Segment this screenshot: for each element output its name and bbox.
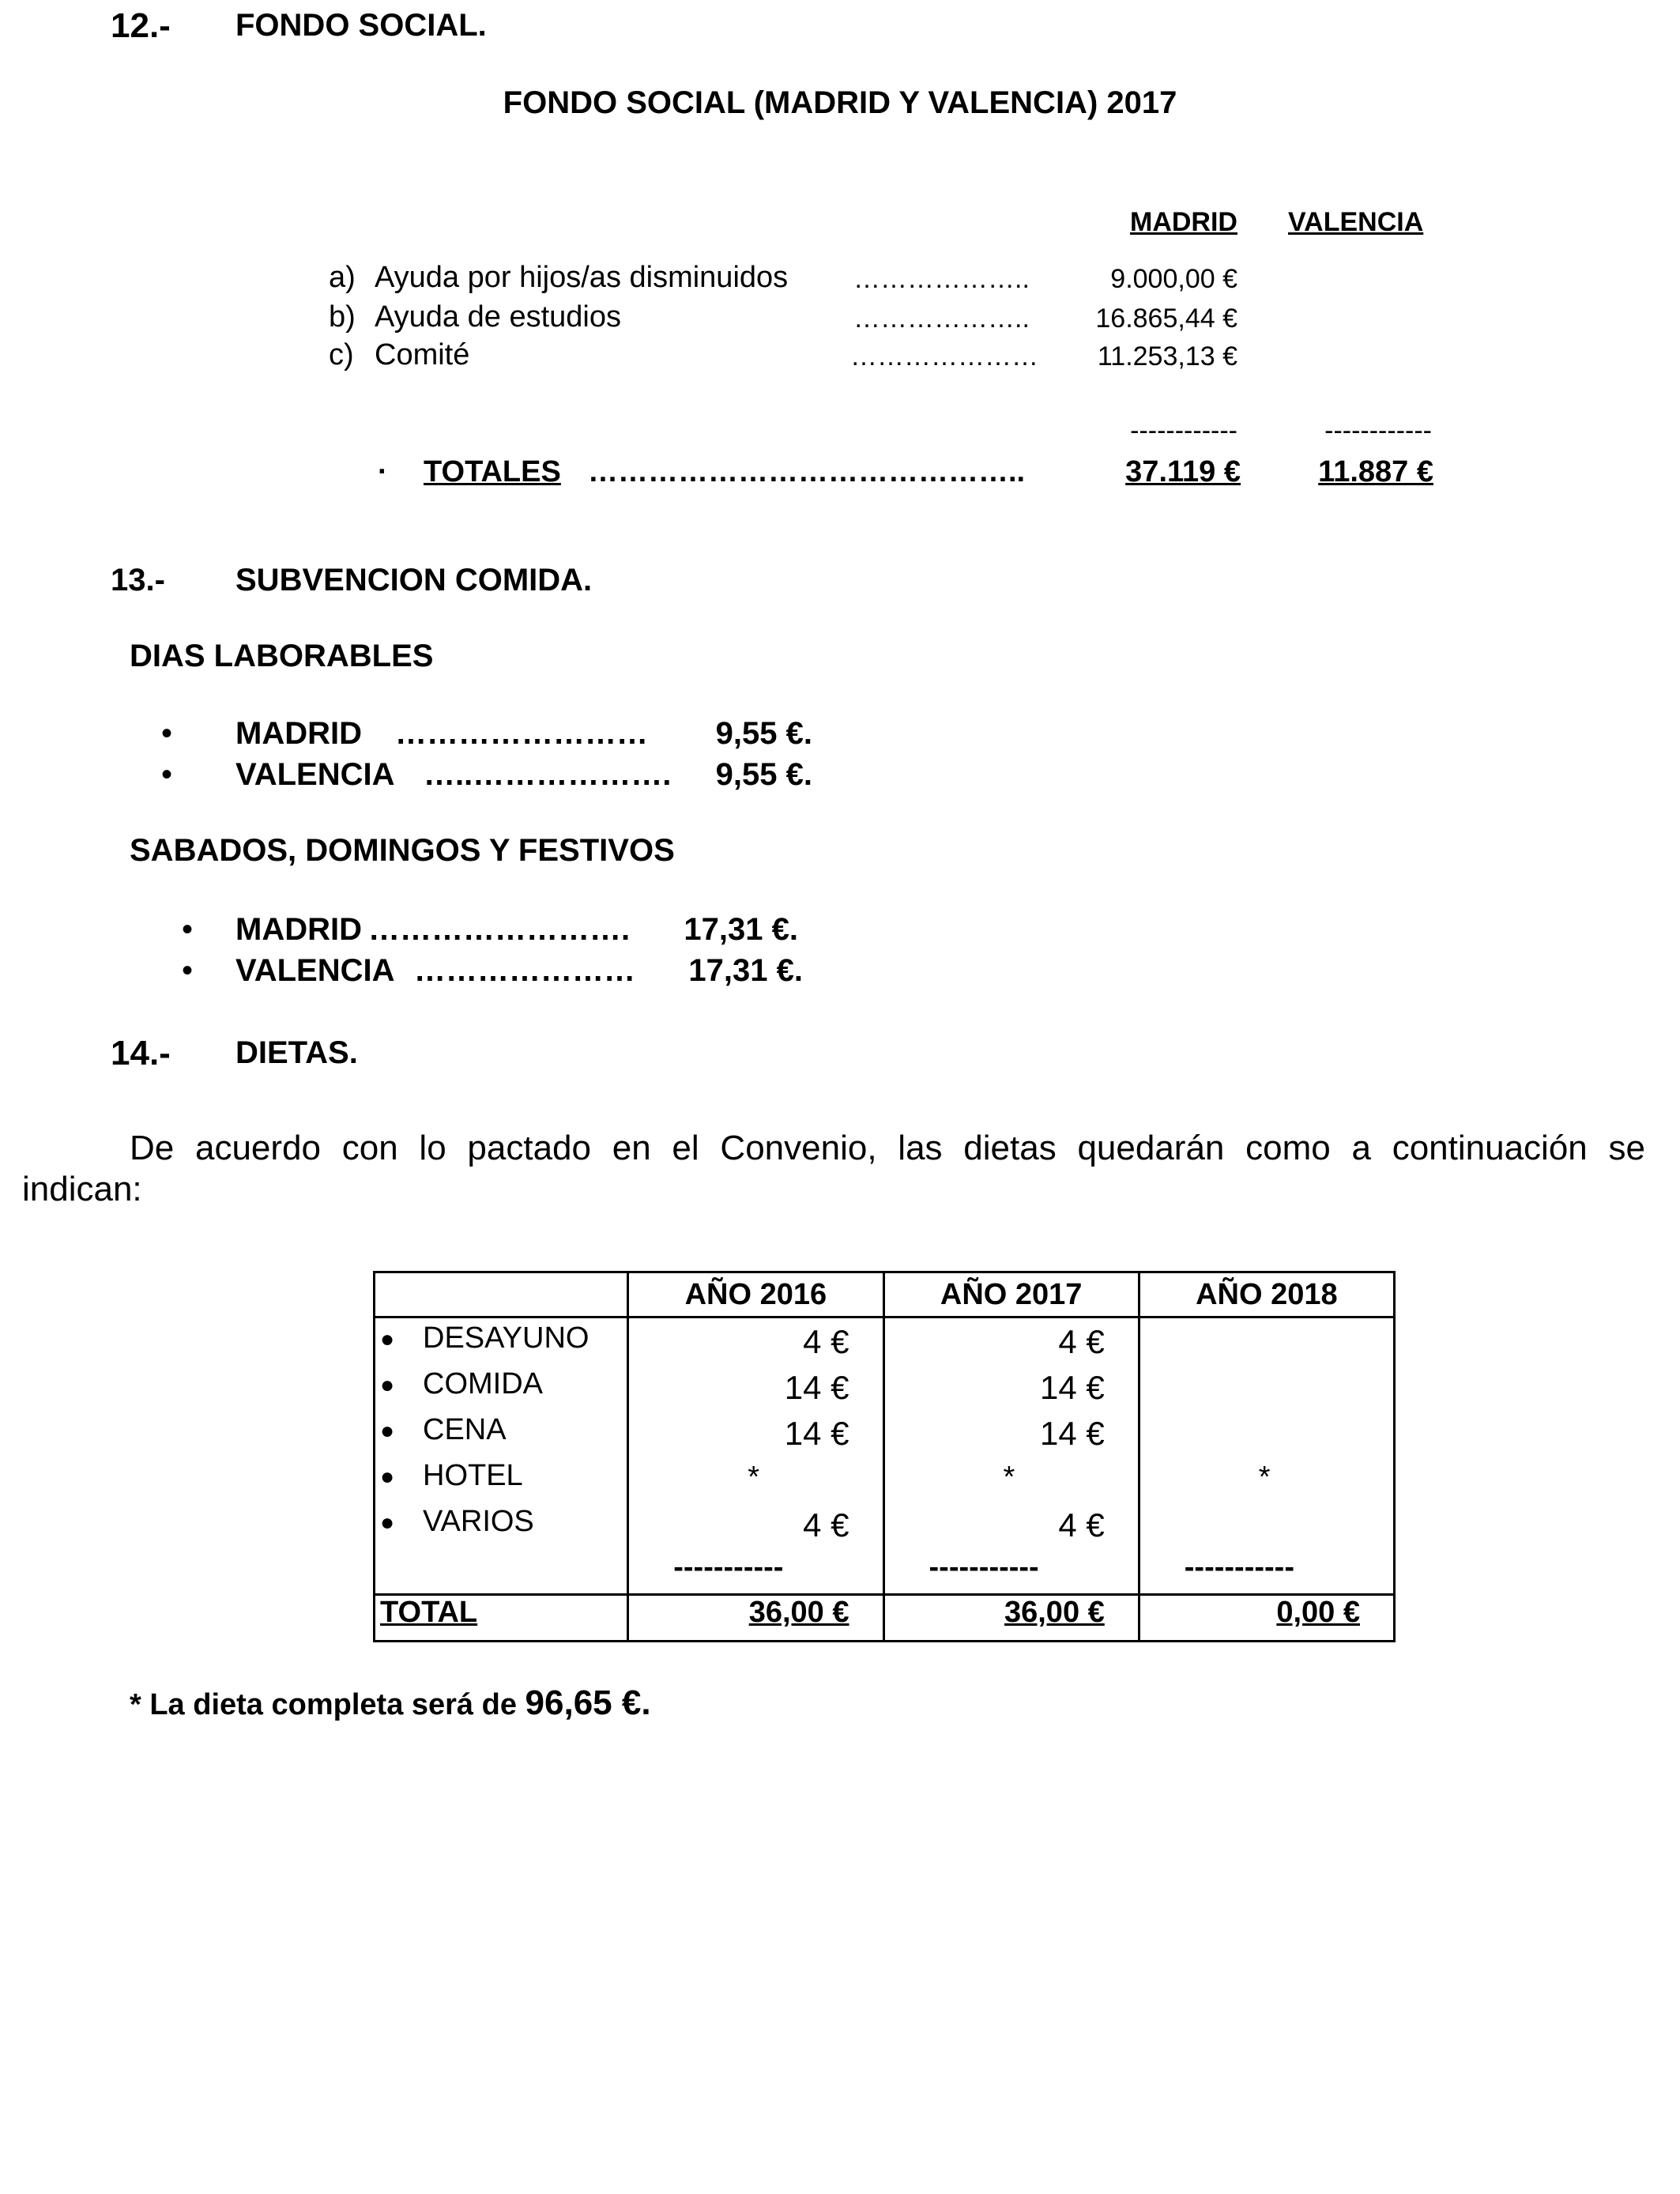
item-label: Ayuda por hijos/as disminuidos <box>375 261 789 294</box>
concept-label: VARIOS <box>423 1505 534 1538</box>
section-13-title: SUBVENCION COMIDA. <box>235 563 593 598</box>
workdays-title: DIAS LABORABLES <box>130 639 434 673</box>
item-amount-madrid: 16.865,44 € <box>1095 303 1237 334</box>
dieta-note <box>130 1683 651 1723</box>
table-header-cell: AÑO 2016 <box>628 1272 883 1318</box>
bullet-icon: ● <box>380 1372 395 1398</box>
item-letter: b) <box>329 300 356 334</box>
separator: ----------- <box>929 1551 1039 1584</box>
table-header-cell: AÑO 2017 <box>883 1272 1139 1318</box>
concept-label: COMIDA <box>423 1367 543 1400</box>
table-total-row <box>375 1595 1395 1642</box>
section-12-number: 12.- <box>111 6 171 45</box>
city-amount: 9,55 €. <box>715 757 812 792</box>
bullet-icon: ● <box>380 1510 395 1536</box>
separator-valencia: ------------ <box>1324 416 1432 446</box>
concept-label: HOTEL <box>423 1459 523 1492</box>
value-cell: 14 € <box>1040 1415 1105 1452</box>
concept-label: CENA <box>423 1413 507 1446</box>
value-cell: 14 € <box>1040 1369 1105 1406</box>
section-13-number: 13.- <box>111 563 165 598</box>
section-14-number: 14.- <box>111 1034 171 1072</box>
bullet-icon: • <box>182 953 194 988</box>
city-amount: 17,31 €. <box>684 912 798 947</box>
separator-madrid: ------------ <box>1130 416 1237 446</box>
item-dots: ……………….. <box>853 303 1030 334</box>
total-label: TOTAL <box>380 1596 478 1629</box>
dieta-note-text: * La dieta completa será de <box>130 1688 525 1721</box>
holidays-title: SABADOS, DOMINGOS Y FESTIVOS <box>130 833 675 868</box>
value-cell: 14 € <box>784 1415 849 1452</box>
value-cell: 4 € <box>803 1323 849 1360</box>
bullet-icon: • <box>161 757 173 792</box>
bullet-icon: ● <box>380 1418 395 1444</box>
bullet-icon: ● <box>380 1326 395 1352</box>
city-label: MADRID <box>235 716 362 751</box>
value-cell: * <box>1258 1461 1271 1494</box>
city-label: MADRID <box>235 912 362 947</box>
year-2017-column <box>885 1318 1138 1593</box>
concept-label: DESAYUNO <box>423 1321 590 1355</box>
city-label: VALENCIA <box>235 953 395 988</box>
year-2016-column <box>629 1318 882 1593</box>
value-cell: 4 € <box>1058 1323 1105 1360</box>
item-label: Ayuda de estudios <box>375 300 621 334</box>
item-letter: c) <box>329 338 354 371</box>
total-valencia: 11.887 € <box>1318 455 1433 488</box>
dietas-table <box>373 1271 1396 1642</box>
city-label: VALENCIA <box>235 757 395 792</box>
total-2018: 0,00 € <box>1276 1596 1360 1629</box>
city-dots: ………………… <box>414 953 635 988</box>
fondo-social-subtitle: FONDO SOCIAL (MADRID Y VALENCIA) 2017 <box>503 85 1177 120</box>
table-body-row <box>375 1318 1395 1595</box>
item-amount-madrid: 11.253,13 € <box>1097 341 1237 371</box>
total-2016: 36,00 € <box>748 1596 849 1629</box>
total-2017: 36,00 € <box>1004 1596 1105 1629</box>
dietas-paragraph-line-2: indican: <box>22 1170 142 1208</box>
table-header-row <box>375 1272 1395 1318</box>
value-cell: 14 € <box>784 1369 849 1406</box>
dieta-note-amount: 96,65 €. <box>525 1683 651 1722</box>
totals-dots: …………………………………….. <box>588 455 1026 488</box>
city-amount: 9,55 €. <box>715 716 812 751</box>
city-amount: 17,31 €. <box>688 953 803 988</box>
city-dots: …..………………. <box>424 757 672 792</box>
item-dots: ………………… <box>850 341 1038 371</box>
bullet-icon: • <box>182 912 194 947</box>
value-cell: 4 € <box>803 1506 849 1544</box>
totals-bullet: · <box>378 455 388 488</box>
table-header-cell: AÑO 2018 <box>1139 1272 1394 1318</box>
value-cell: * <box>1003 1461 1015 1494</box>
value-cell: * <box>748 1461 760 1494</box>
section-14-title: DIETAS. <box>235 1035 358 1070</box>
concept-column <box>375 1318 627 1593</box>
separator: ----------- <box>1184 1551 1294 1584</box>
city-dots: …………………… <box>395 716 648 751</box>
city-dots: ……………………. <box>368 912 631 947</box>
total-madrid: 37.119 € <box>1125 455 1241 488</box>
value-cell: 4 € <box>1058 1506 1105 1544</box>
totals-label: TOTALES <box>424 455 561 488</box>
dietas-paragraph-line-1: De acuerdo con lo pactado en el Convenio, las dietas quedarán como a continuación se <box>130 1129 1645 1167</box>
column-header-madrid: MADRID <box>1130 207 1237 237</box>
bullet-icon: • <box>161 716 173 751</box>
item-letter: a) <box>329 261 356 294</box>
year-2018-column <box>1140 1318 1393 1593</box>
separator: ----------- <box>673 1551 784 1584</box>
column-header-valencia: VALENCIA <box>1288 207 1424 237</box>
table-header-cell <box>375 1272 628 1318</box>
section-12-title: FONDO SOCIAL. <box>235 8 487 43</box>
item-amount-madrid: 9.000,00 € <box>1110 264 1237 294</box>
item-label: Comité <box>375 338 470 371</box>
bullet-icon: ● <box>380 1464 395 1490</box>
item-dots: ……………….. <box>853 264 1030 294</box>
